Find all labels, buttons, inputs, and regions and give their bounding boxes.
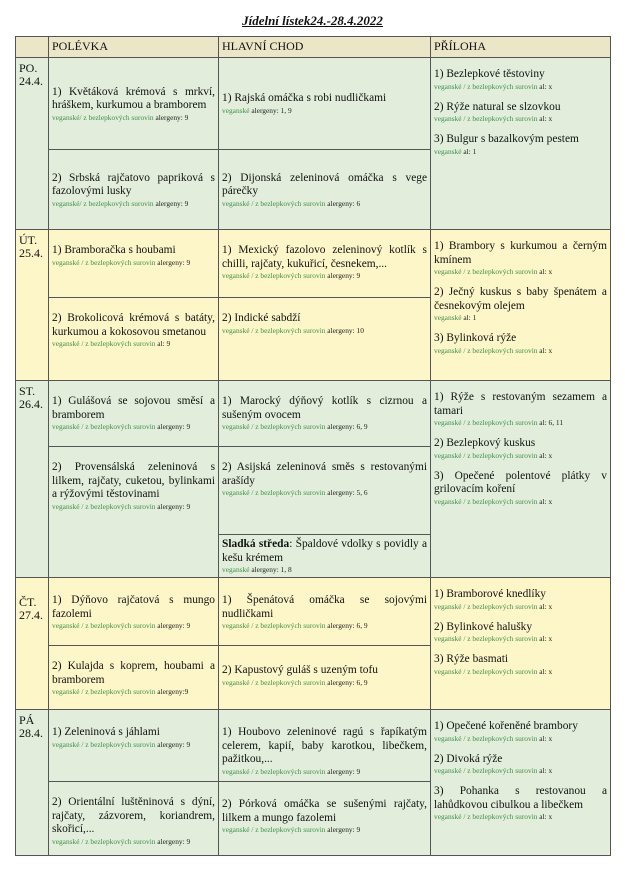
side-dish-text: 2) Bylinkové halušky [434, 620, 533, 633]
vegan-label: veganské / z bezlepkových surovin [52, 621, 156, 630]
main-dish: 2) Indické sabdží [222, 312, 301, 324]
dish-note [434, 634, 607, 644]
dish-note [222, 422, 427, 432]
dish-note [222, 326, 427, 336]
allergen-label: alergeny: 9 [153, 198, 189, 208]
dish-note [222, 106, 427, 116]
side-dish [434, 332, 607, 356]
vegan-label: veganské [434, 313, 462, 322]
side-dish [434, 720, 607, 744]
allergen-label: alergeny: 9 [325, 825, 361, 834]
header-row [16, 37, 611, 58]
day-cell [16, 58, 49, 230]
dish-note [434, 497, 607, 507]
vegan-label: veganské [434, 146, 462, 156]
dish-note [52, 113, 215, 123]
allergen-label: alergeny: 6, 9 [325, 621, 368, 630]
vegan-label: veganské [222, 105, 250, 115]
main-dish: 2) Kapustový guláš s uzeným tofu [222, 664, 378, 676]
dish-note [434, 667, 607, 677]
side-cell [431, 230, 611, 381]
soup-cell [49, 298, 219, 381]
dish-note [222, 565, 427, 575]
side-cell [431, 381, 611, 578]
side-dish [434, 653, 607, 677]
soup-cell [49, 230, 219, 298]
side-dish-text: 1) Bramborové knedlíky [434, 588, 546, 600]
vegan-label: veganské / z bezlepkových surovin [222, 422, 326, 431]
allergen-label: al: x [537, 601, 553, 611]
allergen-label: alergeny: 9 [325, 271, 361, 280]
vegan-label: veganské / z bezlepkových surovin [222, 677, 326, 687]
allergen-label: alergeny: 6, 9 [325, 677, 368, 687]
allergen-label: alergeny: 9 [155, 422, 191, 431]
side-dish-text: 1) Rýže s restovaným sezamem a tamari [434, 391, 607, 417]
soup-cell [49, 782, 219, 856]
side-dish-text: 2) Bezlepkový kuskus [434, 437, 536, 449]
vegan-label: veganské / z bezlepkových surovin [434, 601, 538, 611]
vegan-label: veganské / z bezlepkových surovin [52, 257, 156, 267]
allergen-label: alergeny: 6 [325, 198, 361, 208]
menu-row [16, 578, 611, 646]
vegan-label: veganské / z bezlepkových surovin [222, 488, 326, 497]
side-dish-text: 3) Bulgur s bazalkovým pestem [434, 133, 579, 145]
vegan-label: veganské / z bezlepkových surovin [222, 766, 326, 776]
side-dish [434, 133, 607, 157]
dish-note [434, 451, 607, 461]
vegan-label: veganské / z bezlepkových surovin [434, 812, 538, 821]
main-dish: 1) Rajská omáčka s robi nudličkami [222, 92, 387, 105]
vegan-label: veganské / z bezlepkových surovin [52, 739, 156, 749]
main-dish: 1) Marocký dýňový kotlík s cizrnou a sušeným ovocem [222, 395, 427, 421]
day-tuesday [16, 230, 611, 381]
day-name: ČT. [19, 595, 37, 609]
vegan-label: veganské / z bezlepkových surovin [222, 198, 326, 208]
vegan-label: veganské / z bezlepkových surovin [434, 450, 538, 460]
main-dish: 2) Dijonská zeleninová omáčka s vege párečky [222, 171, 427, 197]
side-dish-text: 3) Pohanka s restovanou a lahůdkovou cibulkou a libečkem [434, 785, 607, 811]
main-cell [219, 447, 431, 535]
soup-dish: 2) Srbská rajčatovo papriková s fazolovými lusky [52, 171, 215, 197]
dish-note [434, 147, 607, 157]
day-name: ST. [19, 384, 36, 398]
soup-dish: 2) Kulajda s koprem, houbami a bramborem [52, 660, 215, 686]
vegan-label: veganské / z bezlepkových surovin [434, 114, 538, 123]
vegan-label: veganské/ z bezlepkových surovin [52, 198, 154, 208]
menu-row [16, 710, 611, 782]
dish-note [52, 339, 215, 349]
allergen-label: al: x [537, 114, 553, 123]
vegan-label: veganské / z bezlepkových surovin [222, 825, 326, 834]
side-dish [434, 470, 607, 507]
dish-note [222, 825, 427, 835]
vegan-label: veganské / z bezlepkových surovin [434, 733, 538, 743]
soup-cell [49, 447, 219, 578]
soup-cell [49, 150, 219, 230]
soup-dish: 1) Dýňovo rajčatová s mungo fazolemi [52, 594, 215, 620]
side-dish [434, 785, 607, 822]
vegan-label: veganské / z bezlepkových surovin [434, 267, 538, 276]
day-cell [16, 381, 49, 578]
header-main: HLAVNÍ CHOD [219, 37, 431, 58]
day-name: PÁ [19, 713, 35, 727]
allergen-label: alergeny: 9 [155, 257, 191, 267]
side-dish-text: 3) Rýže basmati [434, 653, 509, 665]
main-cell [219, 782, 431, 856]
day-date: 24.4. [19, 74, 43, 88]
day-cell [16, 230, 49, 381]
dish-note [434, 418, 607, 428]
dish-note [52, 740, 215, 750]
dish-note [434, 602, 607, 612]
allergen-label: alergeny: 10 [325, 325, 364, 335]
allergen-label: alergeny: 9 [155, 621, 191, 630]
vegan-label: veganské / z bezlepkových surovin [434, 666, 538, 676]
dish-note [52, 621, 215, 631]
side-dish-text: 1) Brambory s kurkumou a černým kmínem [434, 240, 607, 266]
dish-note [52, 199, 215, 209]
dish-note [434, 267, 607, 277]
side-dish [434, 240, 607, 277]
allergen-label: alergeny: 9 [325, 766, 361, 776]
allergen-label: al: x [537, 666, 553, 676]
side-dish-text: 2) Ječný kuskus s baby špenátem a česnekovým olejem [434, 286, 607, 312]
soup-cell [49, 578, 219, 646]
day-cell [16, 578, 49, 710]
vegan-label: veganské/ z bezlepkových surovin [52, 112, 154, 122]
allergen-label: alergeny: 9 [155, 739, 191, 749]
dish-note [52, 258, 215, 268]
dish-note [222, 767, 427, 777]
day-friday [16, 710, 611, 856]
main-dish: 2) Asijská zeleninová směs s restovanými arašídy [222, 461, 427, 487]
main-dish: 1) Špenátová omáčka se sojovými nudličkami [222, 594, 427, 620]
dish-note [52, 422, 215, 432]
soup-dish: 2) Provensálská zeleninová s lilkem, rajčaty, cuketou, bylinkami a rýžovými těstovinami [52, 461, 215, 500]
main-dish: 1) Mexický fazolovo zeleninový kotlík s chilli, rajčaty, kukuřicí, česnekem,... [222, 244, 427, 270]
side-dish-text: 1) Bezlepkové těstoviny [434, 68, 545, 80]
page-title: Jídelní lístek24.-28.4.2022 [242, 13, 383, 28]
dish-note [222, 678, 427, 688]
allergen-label: al: 1 [461, 313, 477, 322]
special-text: : Špaldové vdolky s povidly a kešu krémem [222, 538, 428, 564]
side-dish [434, 437, 607, 461]
side-dish [434, 753, 607, 777]
day-date: 25.4. [19, 246, 43, 260]
side-dish [434, 588, 607, 612]
soup-cell [49, 381, 219, 447]
side-cell [431, 58, 611, 230]
header-side: PŘÍLOHA [431, 37, 611, 58]
side-cell [431, 710, 611, 856]
day-cell [16, 710, 49, 856]
day-date: 26.4. [19, 397, 43, 411]
special-cell [219, 535, 431, 578]
soup-dish: 2) Brokolicová krémová s batáty, kurkumou a kokosovou smetanou [52, 312, 215, 338]
main-cell [219, 298, 431, 381]
day-date: 27.4. [19, 608, 43, 622]
menu-table [15, 36, 611, 856]
allergen-label: alergeny: 1, 9 [249, 105, 292, 115]
side-dish-text: 3) Bylinková rýže [434, 332, 517, 344]
allergen-label: alergeny: 9 [155, 501, 191, 511]
day-date: 28.4. [19, 726, 43, 740]
header-soup: POLÉVKA [49, 37, 219, 58]
allergen-label: al: 1 [461, 146, 477, 156]
side-cell [431, 578, 611, 710]
allergen-label: alergeny: 1, 8 [249, 565, 292, 574]
day-monday [16, 58, 611, 230]
side-dish-text: 1) Opečené kořeněné brambory [434, 720, 578, 732]
dish-note [52, 837, 215, 847]
menu-row [16, 230, 611, 298]
dish-note [222, 488, 427, 498]
allergen-label: alergeny: 6, 9 [325, 422, 368, 431]
vegan-label: veganské / z bezlepkových surovin [434, 634, 538, 643]
side-dish-text: 2) Divoká rýže [434, 752, 503, 765]
soup-dish: 1) Květáková krémová s mrkví, hráškem, kurkumou a bramborem [52, 85, 215, 111]
vegan-label: veganské / z bezlepkových surovin [434, 345, 538, 355]
vegan-label: veganské / z bezlepkových surovin [434, 81, 538, 91]
allergen-label: al: x [537, 634, 553, 643]
vegan-label: veganské / z bezlepkových surovin [52, 836, 156, 846]
special-label: Sladká středa [222, 538, 290, 550]
allergen-label: al: 9 [155, 339, 171, 348]
soup-dish: 1) Zeleninová s jáhlami [52, 726, 160, 738]
vegan-label: veganské / z bezlepkových surovin [222, 621, 326, 630]
soup-dish: 2) Orientální luštěninová s dýní, rajčaty, zázvorem, koriandrem, skořicí,... [52, 796, 215, 835]
side-dish [434, 68, 607, 92]
day-name: PO. [19, 61, 38, 75]
vegan-label: veganské / z bezlepkových surovin [434, 766, 538, 775]
allergen-label: alergeny:9 [155, 687, 189, 696]
main-cell [219, 710, 431, 782]
main-dish: 1) Houbovo zeleninové ragú s řapíkatým celerem, kapií, baby karotkou, libečkem, pažitkou,... [222, 726, 427, 765]
dish-note [52, 502, 215, 512]
main-cell [219, 230, 431, 298]
soup-cell [49, 646, 219, 710]
dish-note [222, 621, 427, 631]
allergen-label: al: x [537, 81, 553, 91]
menu-row [16, 381, 611, 447]
side-dish-text: 3) Opečené polentové plátky v grilovacím koření [434, 469, 607, 495]
side-dish [434, 101, 607, 125]
dish-note [434, 346, 607, 356]
vegan-label: veganské / z bezlepkových surovin [52, 339, 156, 348]
allergen-label: alergeny: 9 [153, 112, 189, 122]
side-dish [434, 391, 607, 428]
soup-cell [49, 710, 219, 782]
soup-dish: 1) Gulášová se sojovou směsí a bramborem [52, 395, 215, 421]
allergen-label: alergeny: 5, 6 [325, 488, 368, 497]
vegan-label: veganské / z bezlepkových surovin [434, 418, 538, 427]
vegan-label: veganské / z bezlepkových surovin [52, 687, 156, 696]
dish-note [434, 82, 607, 92]
day-thursday [16, 578, 611, 710]
main-cell [219, 58, 431, 150]
main-cell [219, 646, 431, 710]
main-cell [219, 578, 431, 646]
day-wednesday [16, 381, 611, 578]
dish-note [222, 199, 427, 209]
main-dish: 2) Pórková omáčka se sušenými rajčaty, lilkem a mungo fazolemi [222, 798, 427, 824]
allergen-label: al: x [537, 812, 553, 821]
dish-note [434, 766, 607, 776]
vegan-label: veganské / z bezlepkových surovin [222, 325, 326, 335]
allergen-label: al: x [537, 733, 553, 743]
dish-note [434, 114, 607, 124]
main-cell [219, 150, 431, 230]
menu-row [16, 58, 611, 150]
dish-note [434, 812, 607, 822]
day-name: ÚT. [19, 233, 38, 247]
dish-note [222, 271, 427, 281]
main-cell [219, 381, 431, 447]
soup-cell [49, 58, 219, 150]
soup-dish: 1) Bramboračka s houbami [52, 244, 176, 256]
dish-note [434, 313, 607, 323]
allergen-label: alergeny: 9 [155, 836, 191, 846]
allergen-label: al: 6, 11 [537, 418, 564, 427]
allergen-label: al: x [537, 496, 553, 506]
side-dish [434, 621, 607, 645]
side-dish [434, 286, 607, 323]
vegan-label: veganské / z bezlepkových surovin [52, 422, 156, 431]
dish-note [434, 734, 607, 744]
dish-note [52, 687, 215, 697]
vegan-label: veganské [222, 565, 250, 574]
allergen-label: al: x [537, 766, 553, 775]
allergen-label: al: x [537, 345, 553, 355]
allergen-label: al: x [537, 450, 553, 460]
header-day [16, 37, 49, 58]
vegan-label: veganské / z bezlepkových surovin [434, 496, 538, 506]
allergen-label: al: x [537, 267, 553, 276]
special-dish [222, 538, 427, 565]
vegan-label: veganské / z bezlepkových surovin [222, 271, 326, 280]
vegan-label: veganské / z bezlepkových surovin [52, 501, 156, 511]
side-dish-text: 2) Rýže natural se slzovkou [434, 100, 561, 113]
